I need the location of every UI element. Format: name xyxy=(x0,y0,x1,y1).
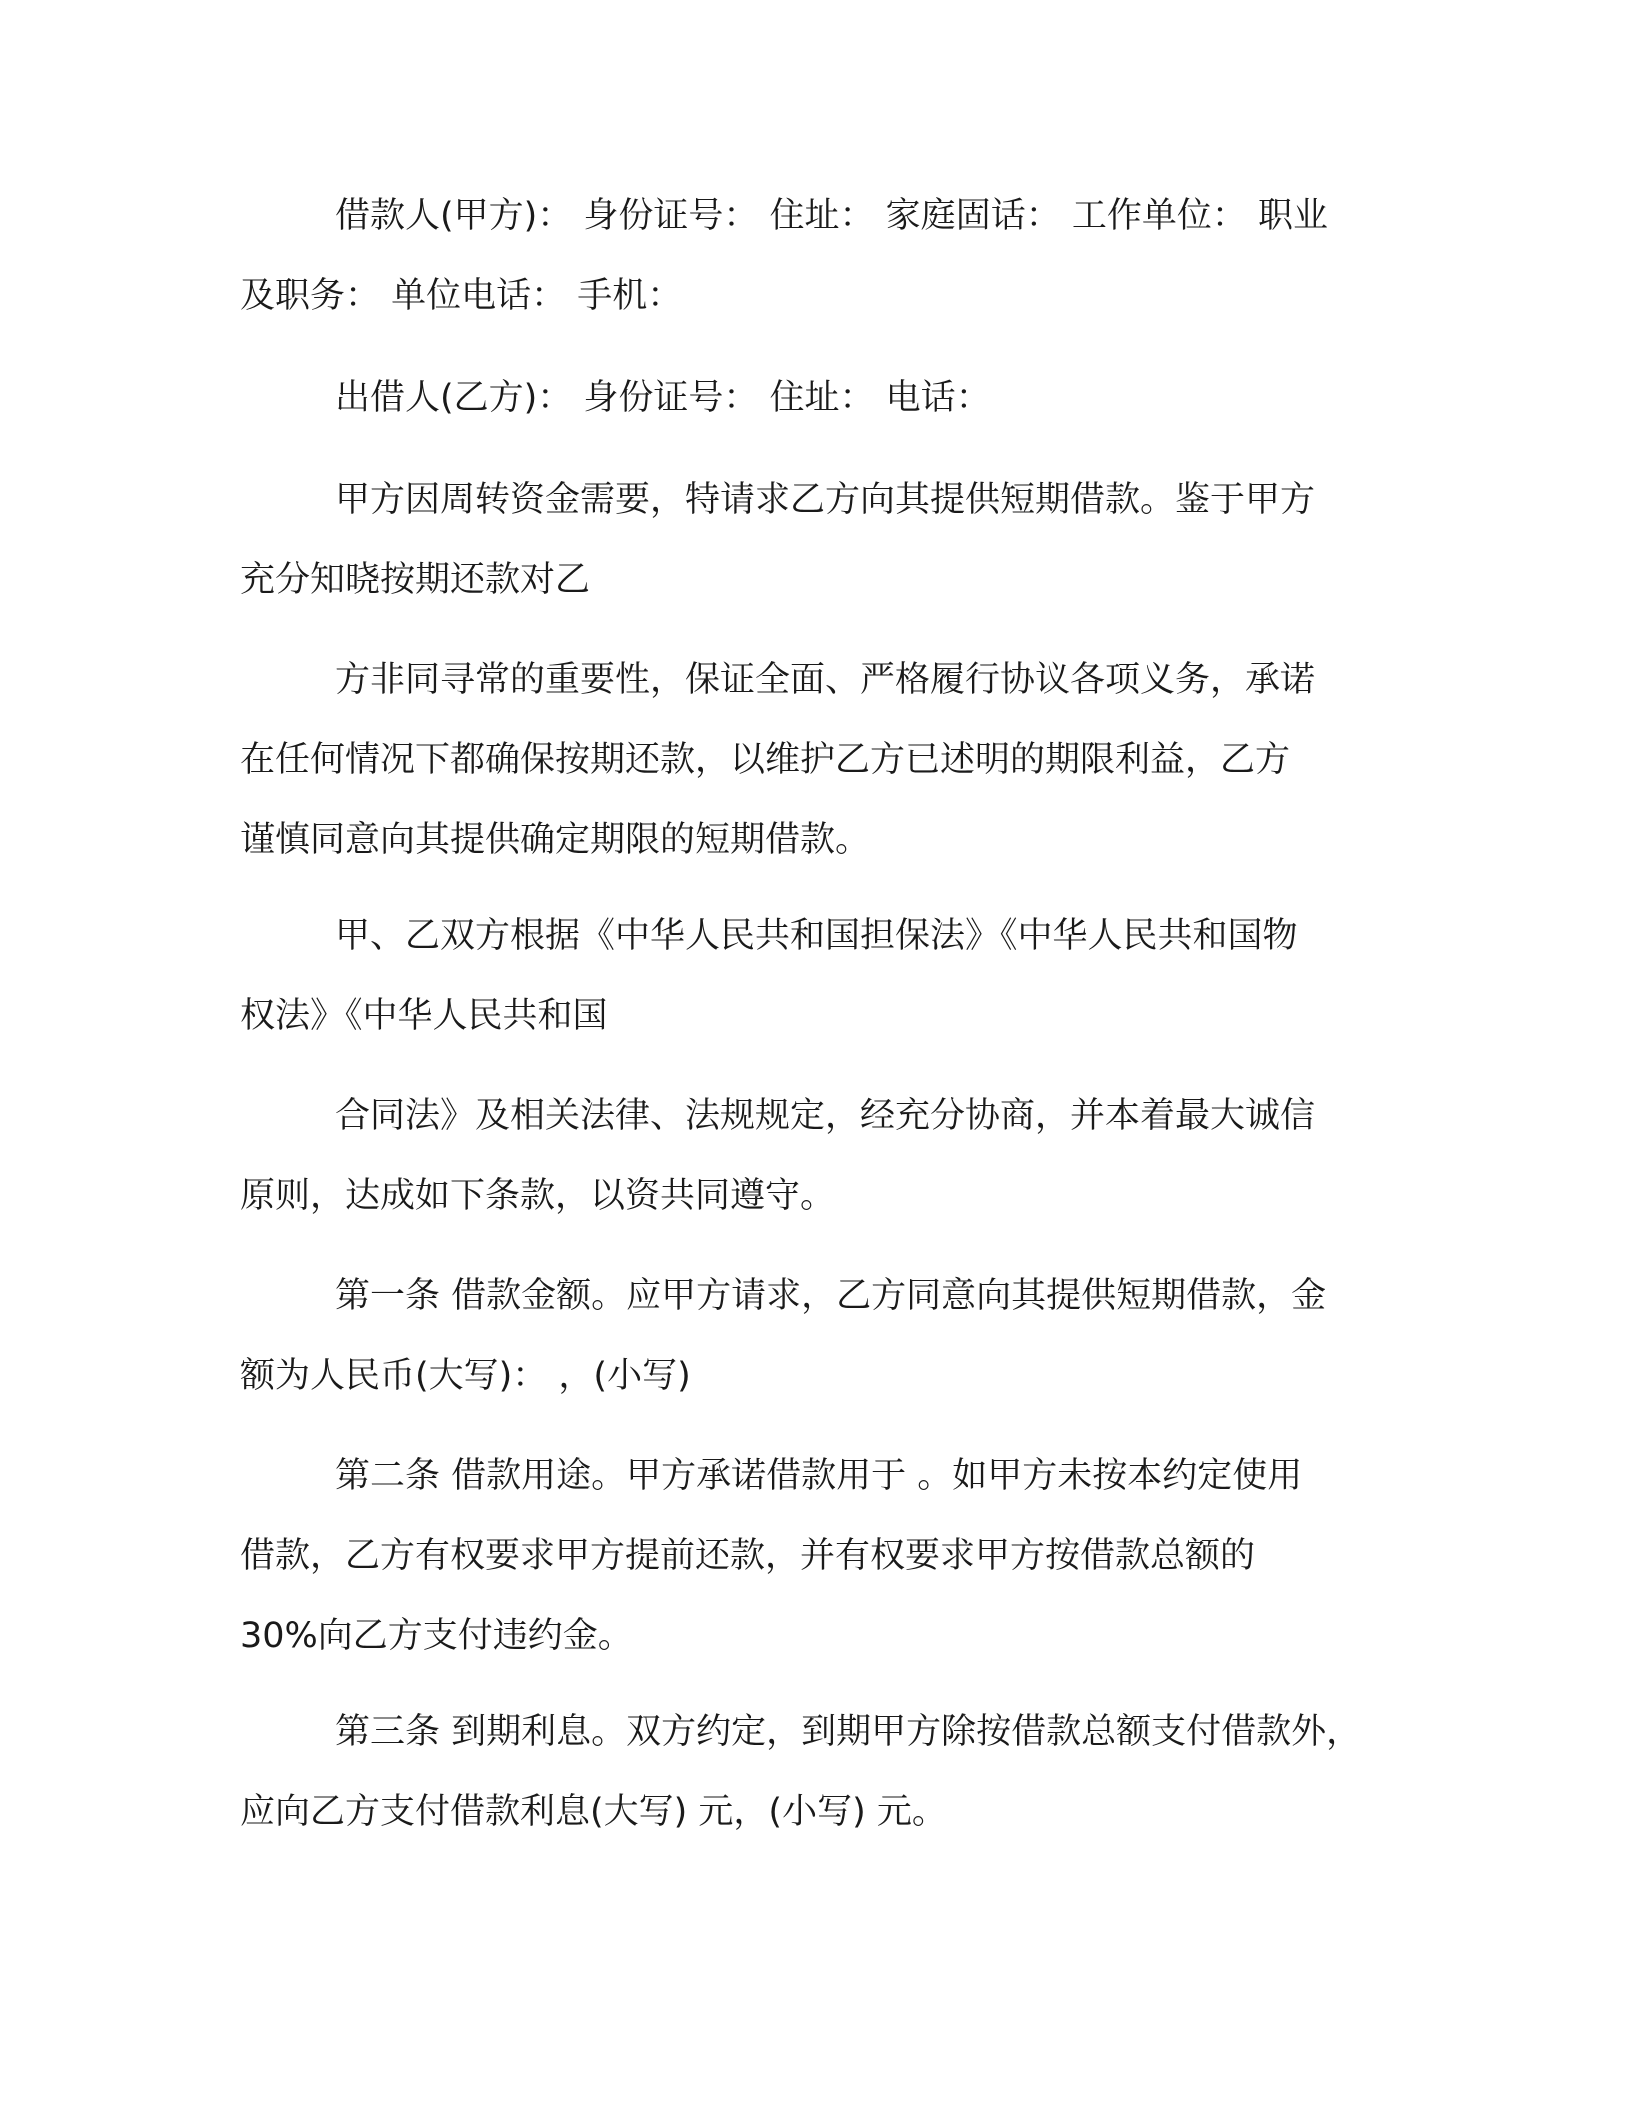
paragraph-borrower-info xyxy=(240,176,1410,336)
paragraph-line: 借款，乙方有权要求甲方提前还款，并有权要求甲方按借款总额的 xyxy=(240,1536,1256,1576)
paragraph-line: 第一条 借款金额。应甲方请求，乙方同意向其提供短期借款，金 xyxy=(335,1276,1327,1316)
paragraph-line: 应向乙方支付借款利息(大写) 元，(小写) 元。 xyxy=(240,1792,947,1832)
paragraph-line: 在任何情况下都确保按期还款，以维护乙方已述明的期限利益，乙方 xyxy=(240,740,1291,780)
paragraph-line: 第二条 借款用途。甲方承诺借款用于 。如甲方未按本约定使用 xyxy=(335,1456,1303,1496)
paragraph-lender-info xyxy=(240,358,1410,438)
paragraph-line: 合同法》及相关法律、法规规定，经充分协商，并本着最大诚信 xyxy=(335,1096,1316,1136)
paragraph-purpose xyxy=(240,460,1410,620)
paragraph-line: 出借人(乙方)： 身份证号： 住址： 电话： xyxy=(335,378,991,418)
paragraph-line: 额为人民币(大写)： ，(小写) xyxy=(240,1356,691,1396)
paragraph-line: 谨慎同意向其提供确定期限的短期借款。 xyxy=(240,820,871,860)
paragraph-line: 方非同寻常的重要性，保证全面、严格履行协议各项义务，承诺 xyxy=(335,660,1316,700)
paragraph-line: 权法》《中华人民共和国 xyxy=(240,996,608,1036)
paragraph-agreement xyxy=(240,1076,1410,1236)
paragraph-legal-basis xyxy=(240,896,1410,1056)
article-2-loan-use xyxy=(240,1436,1410,1676)
paragraph-line: 借款人(甲方)： 身份证号： 住址： 家庭固话： 工作单位： 职业 xyxy=(335,196,1328,236)
paragraph-line: 充分知晓按期还款对乙 xyxy=(240,560,591,600)
paragraph-line: 甲、乙双方根据《中华人民共和国担保法》《中华人民共和国物 xyxy=(335,916,1298,956)
paragraph-line: 及职务： 单位电话： 手机： xyxy=(240,276,683,316)
paragraph-line: 原则，达成如下条款，以资共同遵守。 xyxy=(240,1176,836,1216)
paragraph-line: 第三条 到期利息。双方约定，到期甲方除按借款总额支付借款外， xyxy=(335,1712,1362,1752)
paragraph-commitment xyxy=(240,640,1410,880)
article-1-loan-amount xyxy=(240,1256,1410,1416)
paragraph-line: 30%向乙方支付违约金。 xyxy=(240,1616,633,1656)
paragraph-line: 甲方因周转资金需要，特请求乙方向其提供短期借款。鉴于甲方 xyxy=(335,480,1316,520)
article-3-interest xyxy=(240,1692,1410,1852)
